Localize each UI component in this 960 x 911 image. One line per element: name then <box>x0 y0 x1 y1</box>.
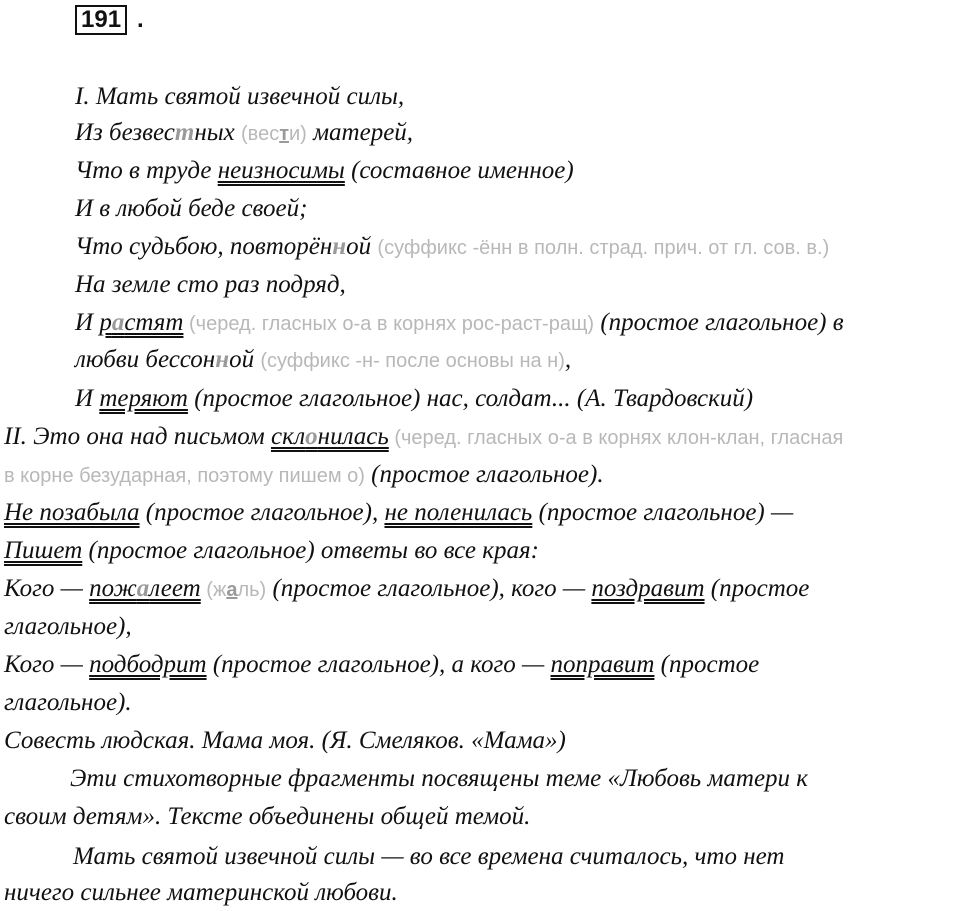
line-text: II. Это она над письмом <box>4 423 271 450</box>
predicate <box>271 423 389 450</box>
poem-line-2 <box>75 118 413 149</box>
line-text: Кого — <box>4 651 90 678</box>
predicate: поправит <box>550 651 655 678</box>
predicate: теряют <box>99 385 188 412</box>
line-text: , <box>564 346 572 373</box>
line-text: (простое глагольное) — <box>532 499 794 526</box>
line-text: Мать святой извечной силы — во все времена считалось, что нет <box>73 843 785 870</box>
paragraph-line-22 <box>4 878 398 908</box>
poem-line-7 <box>75 308 844 339</box>
paragraph-line-20 <box>4 802 530 832</box>
paragraph-line-21 <box>73 842 784 872</box>
poem-line-15 <box>4 612 132 642</box>
line-text: матерей, <box>306 119 414 146</box>
annotation: (вес <box>241 123 280 145</box>
paragraph-line-19 <box>70 764 808 794</box>
poem-line-1 <box>75 82 404 112</box>
predicate: Пишет <box>4 537 83 564</box>
annotation-highlight: а <box>226 579 238 601</box>
line-text: Что в труде <box>75 157 218 184</box>
annotation: (суффикс -н- после основы на н) <box>260 350 565 372</box>
predicate-part: р <box>99 309 112 336</box>
line-text: ой <box>229 346 261 373</box>
predicate <box>99 309 183 336</box>
poem-line-12 <box>4 498 793 528</box>
line-text: Совесть людская. Мама моя. (Я. Смеляков. «Мама») <box>4 727 566 754</box>
line-text: Кого — <box>4 575 90 602</box>
predicate-part: пож <box>89 575 137 602</box>
predicate-part: скл <box>270 423 306 450</box>
line-text: Что судьбою, повторён <box>75 233 333 260</box>
poem-line-13 <box>4 536 539 566</box>
line-text: (простое <box>704 575 810 602</box>
annotation-highlight: т <box>279 123 289 145</box>
poem-line-17 <box>4 688 132 718</box>
predicate: неизносимы <box>217 157 345 184</box>
line-text: любви бессон <box>75 346 216 373</box>
poem-line-18 <box>4 726 566 756</box>
line-text: Эти стихотворные фрагменты посвящены теме «Любовь матери к <box>70 765 808 792</box>
line-text: (составное именное) <box>344 157 574 184</box>
line-text: I. Мать святой извечной силы, <box>75 83 405 110</box>
poem-line-14 <box>4 574 809 605</box>
line-text: (простое глагольное) нас, солдат... (А. Твардовский) <box>187 385 754 412</box>
annotation: (суффикс -ённ в полн. страд. прич. от гл. сов. в.) <box>377 237 830 259</box>
line-text: На земле сто раз подряд, <box>75 271 346 298</box>
predicate: не поленилась <box>384 499 533 526</box>
highlighted-letter: а <box>136 575 150 602</box>
highlighted-letter: а <box>111 309 125 336</box>
line-text: Из безвес <box>75 119 175 146</box>
predicate-part: стят <box>124 309 184 336</box>
line-text: (простое глагольное), кого — <box>266 575 592 602</box>
poem-line-8 <box>75 345 571 376</box>
poem-line-9 <box>75 384 753 414</box>
poem-line-10 <box>4 422 843 453</box>
annotation: и) <box>289 123 307 145</box>
line-text: глагольное), <box>4 613 132 640</box>
line-text: ничего сильнее материнской любови. <box>4 879 398 906</box>
line-text: И <box>75 309 100 336</box>
annotation: (ж <box>200 579 227 601</box>
annotation: в корне безударная, поэтому пишем о) <box>4 465 365 487</box>
predicate: поздравит <box>591 575 705 602</box>
predicate-part: нилась <box>317 423 389 450</box>
line-text: глагольное). <box>4 689 132 716</box>
line-text: (простое глагольное), а кого — <box>206 651 551 678</box>
predicate <box>89 575 201 602</box>
exercise-number: 191 <box>75 5 127 35</box>
line-text: (простое глагольное) в <box>594 309 844 336</box>
highlighted-letter: о <box>305 423 318 450</box>
line-text: И в любой беде своей; <box>75 195 308 222</box>
poem-line-11 <box>4 460 604 491</box>
annotation: ль) <box>237 579 267 601</box>
predicate: Не позабыла <box>4 499 140 526</box>
highlighted-letter: т <box>174 119 195 146</box>
line-text: (простое глагольное), <box>139 499 385 526</box>
poem-line-16 <box>4 650 759 680</box>
poem-line-3 <box>75 156 574 186</box>
predicate: подбодрит <box>89 651 207 678</box>
exercise-number-dot: . <box>137 6 144 33</box>
line-text: ных <box>194 119 242 146</box>
annotation: (черед. гласных о-а в корнях клон-клан, гласная <box>388 427 844 449</box>
highlighted-letter: н <box>332 233 347 260</box>
poem-line-5 <box>75 232 829 263</box>
predicate-part: леет <box>149 575 201 602</box>
poem-line-6 <box>75 270 346 300</box>
annotation: (черед. гласных о-а в корнях рос-раст-ращ) <box>183 313 595 335</box>
line-text: (простое глагольное). <box>364 461 604 488</box>
line-text: (простое <box>654 651 760 678</box>
poem-line-4 <box>75 194 307 224</box>
line-text: своим детям». Тексте объединены общей темой. <box>4 803 531 830</box>
line-text: И <box>75 385 100 412</box>
line-text: (простое глагольное) ответы во все края: <box>82 537 539 564</box>
line-text: ой <box>346 233 378 260</box>
highlighted-letter: н <box>215 346 230 373</box>
